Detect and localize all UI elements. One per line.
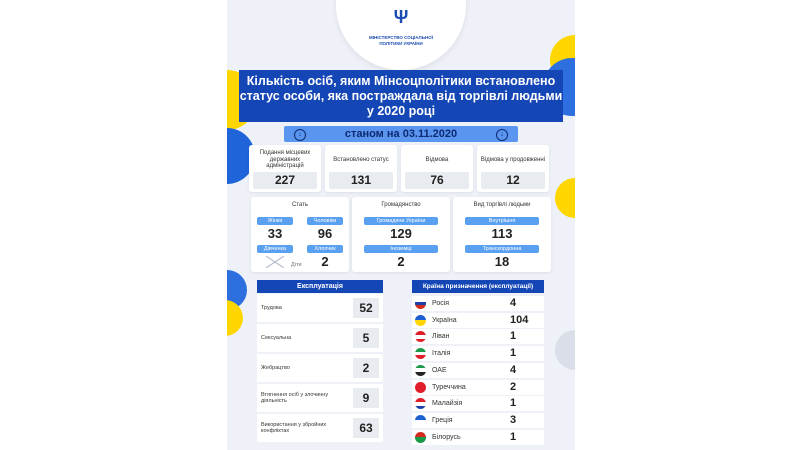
country-value: 4	[510, 363, 517, 376]
exploitation-row	[257, 294, 383, 322]
country-value: 1	[510, 347, 517, 360]
country-value: 4	[510, 297, 517, 309]
stat-value: 12	[481, 172, 545, 189]
exploitation-value: 9	[353, 388, 379, 408]
ministry-name: МІНІСТЕРСТВО СОЦІАЛЬНОЇ ПОЛІТИКИ УКРАЇНИ	[369, 35, 433, 46]
girls-label: Дівчинка	[257, 245, 293, 253]
flag-icon	[415, 365, 426, 376]
country-value: 104	[510, 313, 529, 326]
date-banner	[284, 126, 518, 142]
sex-panel	[251, 197, 349, 272]
destination-row	[412, 363, 544, 378]
exploitation-value: 2	[353, 358, 379, 378]
men-label: Чоловіки	[307, 217, 343, 225]
country-name: Білорусь	[432, 433, 461, 441]
flag-icon	[415, 382, 426, 393]
country-name: Малайзія	[432, 400, 463, 408]
flag-icon	[415, 331, 426, 342]
exploitation-value: 63	[353, 418, 379, 438]
destination-row	[412, 296, 544, 311]
stat-value: 227	[253, 172, 317, 189]
women-value: 33	[267, 226, 283, 241]
foreigners-value: 2	[397, 254, 405, 269]
stat-label: Відмова	[425, 156, 449, 163]
boys-value: 2	[321, 254, 329, 269]
decor-circle	[555, 330, 575, 370]
flag-icon	[415, 398, 426, 409]
cross-icon	[266, 255, 284, 267]
ukr-citizens-label: Громадяни України	[364, 217, 438, 225]
exploitation-header: Експлуатація	[257, 280, 383, 293]
decor-circle	[555, 178, 575, 218]
exploitation-row	[257, 324, 383, 352]
stat-label: Подання місцевих державних адміністрацій	[259, 150, 311, 170]
exploitation-label: Трудова	[261, 304, 282, 311]
foreigners-label: Іноземці	[364, 245, 438, 253]
exploitation-label: Використання у збройних конфліктах	[261, 421, 327, 434]
page-title: Кількість осіб, яким Мінсоцполітики встановлено статус особи, яка постраждала від торгівлі людьми у 2020 році	[239, 70, 563, 122]
destination-row	[412, 346, 544, 361]
arrow-down-icon: ↓	[294, 129, 306, 141]
children-label: Діти	[291, 262, 302, 268]
destination-row	[412, 313, 544, 328]
flag-icon	[415, 298, 426, 309]
exploitation-label: Жебрацтво	[261, 364, 290, 371]
stat-value: 131	[329, 172, 393, 189]
exploitation-label: Сексуальна	[261, 334, 292, 341]
ukr-citizens-value: 129	[390, 226, 412, 241]
country-value: 1	[510, 330, 517, 343]
country-name: Греція	[432, 416, 453, 424]
stat-card	[249, 145, 321, 192]
country-value: 3	[510, 413, 517, 426]
exploitation-row	[257, 384, 383, 412]
stat-value: 76	[405, 172, 469, 189]
arrow-down-icon: ↓	[496, 129, 508, 141]
flag-icon	[415, 315, 426, 326]
country-value: 2	[510, 380, 517, 393]
panel-title: Стать	[291, 202, 309, 208]
panel-title: Вид торгівлі людьми	[473, 202, 531, 208]
exploitation-label: Втягнення осіб у злочинну діяльність	[261, 391, 329, 404]
internal-value: 113	[491, 226, 513, 241]
citizenship-panel	[352, 197, 450, 272]
country-name: Ліван	[432, 333, 450, 341]
boys-label: Хлопчик	[307, 245, 343, 253]
infographic-poster	[227, 0, 575, 450]
stat-label: Встановлено статус	[333, 156, 389, 163]
panel-title: Громадянство	[381, 202, 421, 208]
destination-row	[412, 380, 544, 395]
date-text: станом на 03.11.2020	[344, 128, 458, 140]
cross-border-label: Транскордонна	[465, 245, 539, 253]
exploitation-value: 5	[353, 328, 379, 348]
stat-label: Відмова у продовженні	[480, 156, 546, 163]
country-name: Україна	[432, 316, 457, 324]
country-name: Туреччина	[432, 383, 466, 391]
stat-card	[477, 145, 549, 192]
decor-circle	[227, 300, 243, 336]
country-value: 1	[510, 430, 517, 443]
flag-icon	[415, 348, 426, 359]
trafficking-panel	[453, 197, 551, 272]
country-name: ОАЕ	[432, 366, 447, 374]
flag-icon	[415, 415, 426, 426]
destination-row	[412, 396, 544, 411]
exploitation-value: 52	[353, 298, 379, 318]
men-value: 96	[317, 226, 333, 241]
destination-row	[412, 430, 544, 445]
trident-icon: Ψ	[393, 7, 409, 27]
destination-row	[412, 413, 544, 428]
exploitation-row	[257, 354, 383, 382]
women-label: Жінки	[257, 217, 293, 225]
destination-header: Країна призначення (експлуатації)	[412, 280, 544, 293]
country-value: 1	[510, 397, 517, 410]
destination-row	[412, 329, 544, 344]
stat-card	[325, 145, 397, 192]
exploitation-row	[257, 414, 383, 442]
stat-card	[401, 145, 473, 192]
cross-border-value: 18	[494, 254, 510, 269]
internal-label: Внутрішня	[465, 217, 539, 225]
country-name: Росія	[432, 300, 450, 307]
country-name: Італія	[432, 350, 451, 358]
flag-icon	[415, 432, 426, 443]
